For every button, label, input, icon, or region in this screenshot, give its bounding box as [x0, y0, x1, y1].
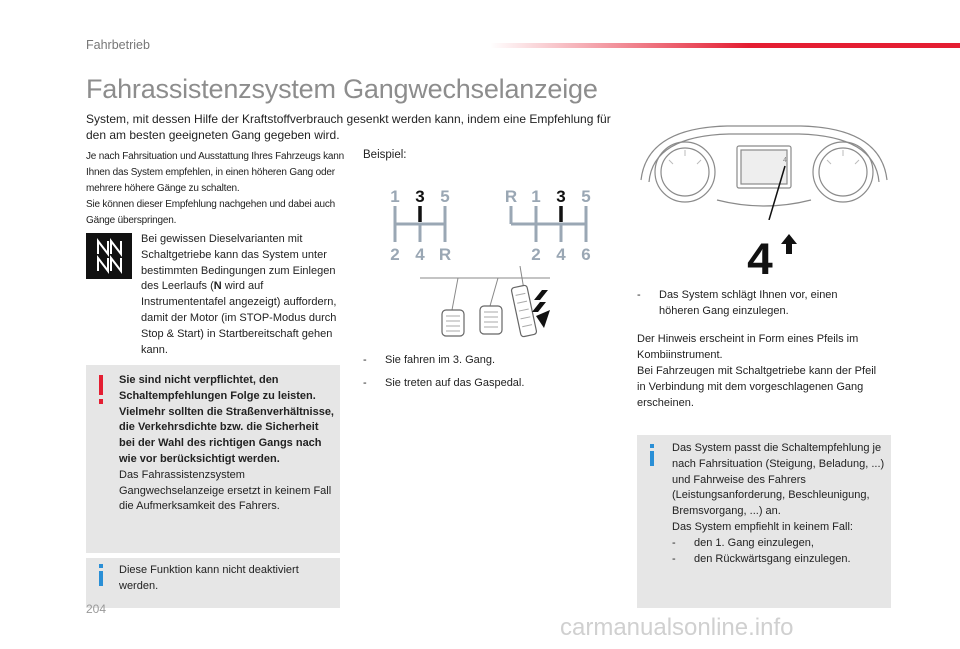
page-title: Fahrassistenzsystem Gangwechselanzeige: [86, 74, 598, 104]
display-gear-digit: 4: [746, 236, 774, 282]
display-mini-gear: 4: [783, 157, 787, 164]
gear-label: R: [504, 187, 518, 206]
gear-label: 6: [581, 245, 591, 264]
gear-shift-display-icon: [740, 222, 800, 282]
neutral-n-icon: [86, 233, 132, 279]
example-label: Beispiel:: [363, 149, 407, 161]
gear-label: R: [438, 245, 452, 264]
adaptation-paragraph: Das System passt die Schaltempfehlung je nach Fahrsituation (Steigung, Beladung, ...) und Fahrweise des Fahrers (Leistungsanforderung, Beschleunigung, Bremsvorgang, ...) an.: [672, 442, 885, 518]
gear-label: 1: [531, 187, 541, 206]
gear-label-current: 3: [556, 187, 566, 206]
info-box-deactivate: [86, 558, 340, 608]
never-recommends: Das System empfiehlt in keinem Fall:: [672, 520, 853, 533]
list-item: - Das System schlägt Ihnen vor, einen höheren Gang einzulegen.: [637, 289, 838, 317]
list-item: - den 1. Gang einzulegen,: [672, 536, 814, 549]
gear-label: 5: [440, 187, 450, 206]
section-header: Fahrbetrieb: [86, 38, 150, 52]
intro-paragraph: System, mit dessen Hilfe der Kraftstoffverbrauch gesenkt werden kann, indem eine Empfehlung für den am besten geeigneten Gang gegeben wird.: [86, 112, 611, 142]
diesel-neutral-paragraph: Bei gewissen Dieselvarianten mit Schaltgetriebe kann das System unter bestimmten Bedingungen zum Einlegen des Leerlaufs (N wird auf Instrumententafel angezeigt) auffordern, damit der Motor (im STOP-Modus durch Stop & Start) in Startbereitschaft gehen kann.: [141, 233, 337, 356]
instrument-cluster-illustration: [637, 120, 891, 220]
hint-paragraph: Der Hinweis erscheint in Form eines Pfeils im Kombiinstrument. Bei Fahrzeugen mit Schaltgetriebe kann der Pfeil in Verbindung mit dem vorgeschlagenen Gang erscheinen.: [637, 333, 877, 409]
header-accent-line: [490, 43, 960, 48]
clutch-pedal-icon: [442, 310, 464, 336]
list-item: - Sie treten auf das Gaspedal.: [363, 377, 525, 389]
info-deactivate-text: Diese Funktion kann nicht deaktiviert werden.: [119, 564, 299, 592]
warning-normal: Das Fahrassistenzsystem Gangwechselanzeige ersetzt in keinem Fall die Aufmerksamkeit des Fahrers.: [119, 468, 332, 513]
page-number: 204: [86, 602, 107, 616]
gear-label: 5: [581, 187, 591, 206]
gear-label-current: 3: [415, 187, 425, 206]
gear-label: 4: [556, 245, 566, 264]
gearshift-diagrams: [378, 180, 608, 264]
gear-label: 4: [415, 245, 425, 264]
list-item: - Sie fahren im 3. Gang.: [363, 354, 496, 366]
list-item: - den Rückwärtsgang einzulegen.: [672, 552, 851, 565]
pedals-illustration: [420, 266, 570, 346]
info-icon: [647, 444, 657, 466]
left-column-text: [86, 149, 351, 229]
watermark: carmanualsonline.info: [560, 614, 794, 641]
brake-pedal-icon: [480, 306, 502, 334]
warning-bold-1: Sie sind nicht verpflichtet, den Schaltempfehlungen Folge zu leisten.: [119, 374, 316, 402]
info-icon: [96, 564, 106, 586]
warning-box: [86, 365, 340, 553]
gear-label: 2: [531, 245, 541, 264]
gearbox-5-speed: [390, 187, 451, 264]
gear-label: 2: [390, 245, 400, 264]
exclamation-icon: [96, 375, 106, 405]
warning-bold-2: Vielmehr sollten die Straßenverhältnisse, die Verkehrsdichte bzw. die Sicherheit bei der Wahl des richtigen Gangs nach wie vor berücksichtigt werden.: [119, 405, 334, 465]
skip-gears-paragraph: Sie können dieser Empfehlung nachgehen und dabei auch Gänge überspringen.: [86, 199, 336, 226]
recommendation-paragraph: Je nach Fahrsituation und Ausstattung Ihres Fahrzeugs kann Ihnen das System empfehlen, in einen höheren Gang oder mehrere höhere Gänge zu schalten.: [86, 151, 345, 194]
gearbox-6-speed: [505, 187, 591, 264]
gear-label: 1: [390, 187, 400, 206]
info-box-adaptation: [637, 435, 891, 608]
